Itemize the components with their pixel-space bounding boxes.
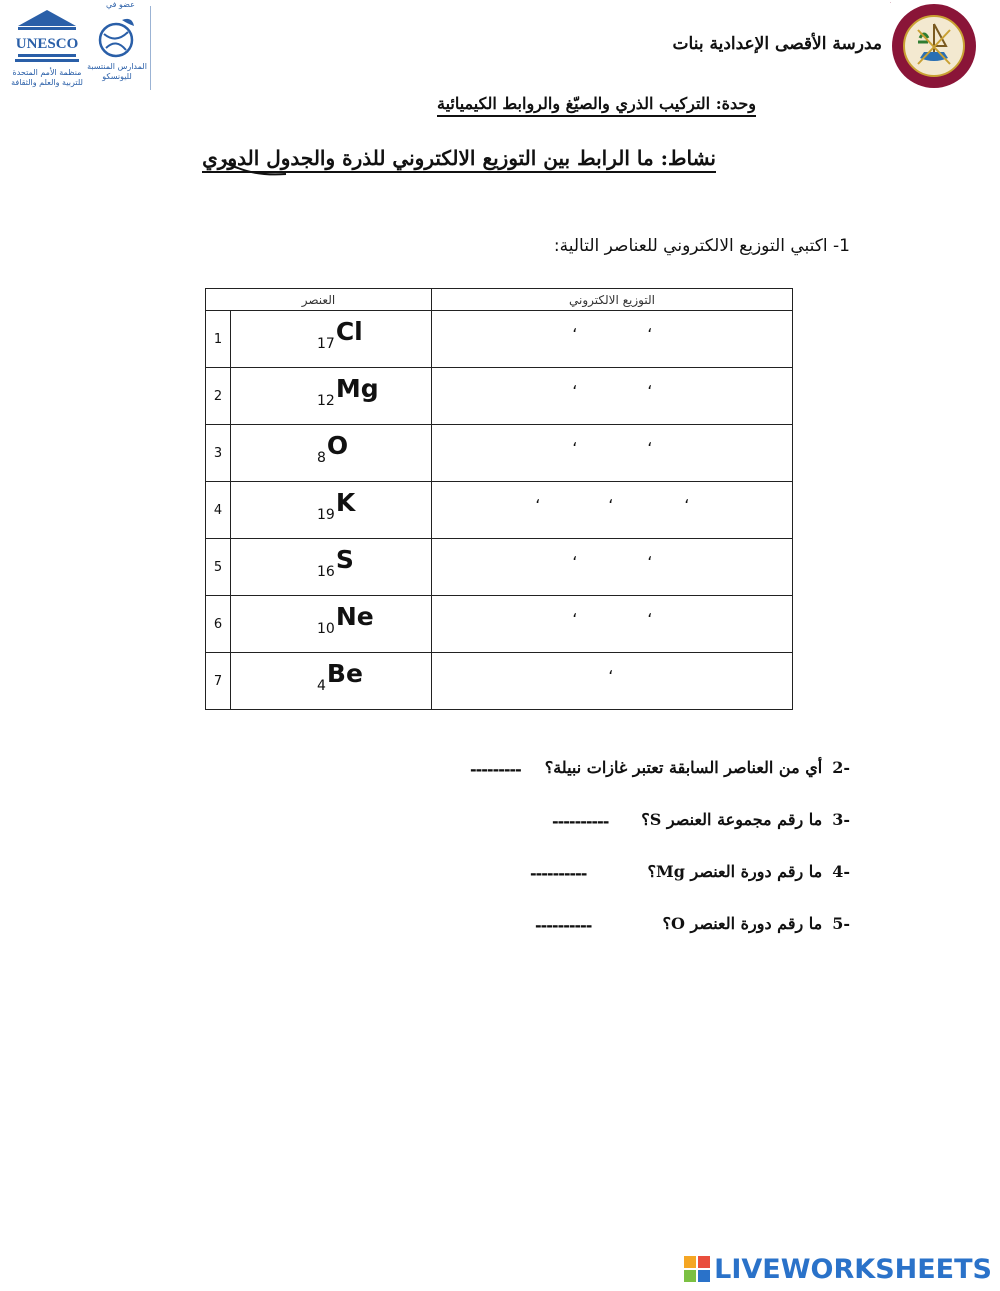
separator-comma: ، xyxy=(535,488,541,507)
activity-title: نشاط: ما الرابط بين التوزيع الالكتروني للذرة والجدول الدوري xyxy=(202,146,716,173)
header-distribution: التوزيع الالكتروني xyxy=(432,289,793,311)
table-row xyxy=(206,653,793,710)
separator-comma: ، xyxy=(608,659,614,678)
liveworksheets-icon-letters xyxy=(684,1252,685,1253)
element-symbol-group xyxy=(317,659,363,694)
element-symbol: K xyxy=(335,488,356,517)
element-symbol: Mg xyxy=(335,374,379,403)
element-symbol: O xyxy=(326,431,349,460)
logo-divider xyxy=(150,6,151,90)
svg-text:UNESCO: UNESCO xyxy=(15,36,79,52)
separator-comma: ، xyxy=(647,602,653,621)
qatar-emblem xyxy=(890,2,978,90)
electron-distribution-input[interactable] xyxy=(432,425,793,482)
liveworksheets-logo-icon xyxy=(684,1256,710,1282)
separator-comma: ، xyxy=(608,488,614,507)
row-number: 5 xyxy=(206,539,231,596)
element-symbol-group xyxy=(317,431,349,466)
element-symbol: Ne xyxy=(335,602,374,631)
element-symbol-group xyxy=(317,545,354,580)
table-row xyxy=(206,368,793,425)
table-row xyxy=(206,311,793,368)
header-element: العنصر xyxy=(206,289,432,311)
row-number: 3 xyxy=(206,425,231,482)
unesco-caption: منظمة الأمم المتحدة للتربية والعلم والثقافة xyxy=(11,68,83,87)
unesco-temple-icon xyxy=(12,8,82,66)
aspnet-member-label: عضو في xyxy=(106,0,135,9)
unit-title: وحدة: التركيب الذري والصيّغ والروابط الكيميائية xyxy=(437,94,756,117)
row-number: 4 xyxy=(206,482,231,539)
question-2: -2أي من العناصر السابقة تعتبر غازات نبيلة؟ xyxy=(544,758,850,777)
answer-blank-4[interactable]: ---------- xyxy=(530,864,587,883)
row-number: 6 xyxy=(206,596,231,653)
title-underline-flourish xyxy=(218,146,288,176)
electron-distribution-input[interactable] xyxy=(432,482,793,539)
atomic-number: 12 xyxy=(317,393,335,409)
electron-table xyxy=(205,288,793,710)
atomic-number: 8 xyxy=(317,450,326,466)
atomic-number: 19 xyxy=(317,507,335,523)
element-symbol: Be xyxy=(326,659,363,688)
separator-comma: ، xyxy=(647,374,653,393)
separator-comma: ، xyxy=(647,545,653,564)
table-row xyxy=(206,425,793,482)
separator-comma: ، xyxy=(572,431,578,450)
globe-icon xyxy=(92,14,142,62)
table-row xyxy=(206,539,793,596)
electron-distribution-input[interactable] xyxy=(432,368,793,425)
atomic-number: 10 xyxy=(317,621,335,637)
table-row xyxy=(206,596,793,653)
row-number: 1 xyxy=(206,311,231,368)
aspnet-logo xyxy=(86,0,148,90)
aspnet-caption: المدارس المنتسبة لليونسكو xyxy=(87,62,147,81)
row-number: 7 xyxy=(206,653,231,710)
element-cell xyxy=(231,539,432,596)
element-symbol-group xyxy=(317,488,356,523)
element-symbol-group xyxy=(317,374,379,409)
unesco-logo xyxy=(12,8,82,88)
table-row xyxy=(206,482,793,539)
atomic-number: 17 xyxy=(317,336,335,352)
separator-comma: ، xyxy=(572,545,578,564)
element-symbol-group xyxy=(317,317,363,352)
school-name: مدرسة الأقصى الإعدادية بنات xyxy=(672,34,882,54)
electron-distribution-input[interactable] xyxy=(432,596,793,653)
atomic-number: 4 xyxy=(317,678,326,694)
element-cell xyxy=(231,425,432,482)
atomic-number: 16 xyxy=(317,564,335,580)
element-cell xyxy=(231,368,432,425)
element-cell xyxy=(231,596,432,653)
emblem-text: دولة xyxy=(890,2,891,3)
element-symbol: S xyxy=(335,545,354,574)
question-4: -4ما رقم دورة العنصر Mg؟ xyxy=(647,862,850,881)
separator-comma: ، xyxy=(572,317,578,336)
element-cell xyxy=(231,311,432,368)
question-3: -3ما رقم مجموعة العنصر S؟ xyxy=(641,810,850,829)
element-symbol: Cl xyxy=(335,317,363,346)
element-cell xyxy=(231,653,432,710)
element-symbol-group xyxy=(317,602,374,637)
question-1: 1- اكتبي التوزيع الالكتروني للعناصر التالية: xyxy=(553,236,850,256)
qatar-emblem-icon xyxy=(890,2,978,90)
electron-distribution-input[interactable] xyxy=(432,311,793,368)
separator-comma: ، xyxy=(647,317,653,336)
liveworksheets-brand: LIVEWORKSHEETS xyxy=(714,1253,992,1285)
row-number: 2 xyxy=(206,368,231,425)
electron-distribution-input[interactable] xyxy=(432,539,793,596)
liveworksheets-footer xyxy=(684,1252,992,1286)
separator-comma: ، xyxy=(647,431,653,450)
answer-blank-3[interactable]: ---------- xyxy=(552,812,609,831)
separator-comma: ، xyxy=(572,374,578,393)
table-header-row xyxy=(206,289,793,311)
element-cell xyxy=(231,482,432,539)
separator-comma: ، xyxy=(684,488,690,507)
answer-blank-2[interactable]: --------- xyxy=(470,760,521,779)
separator-comma: ، xyxy=(572,602,578,621)
answer-blank-5[interactable]: ---------- xyxy=(535,916,592,935)
question-5: -5ما رقم دورة العنصر O؟ xyxy=(662,914,850,933)
electron-distribution-input[interactable] xyxy=(432,653,793,710)
